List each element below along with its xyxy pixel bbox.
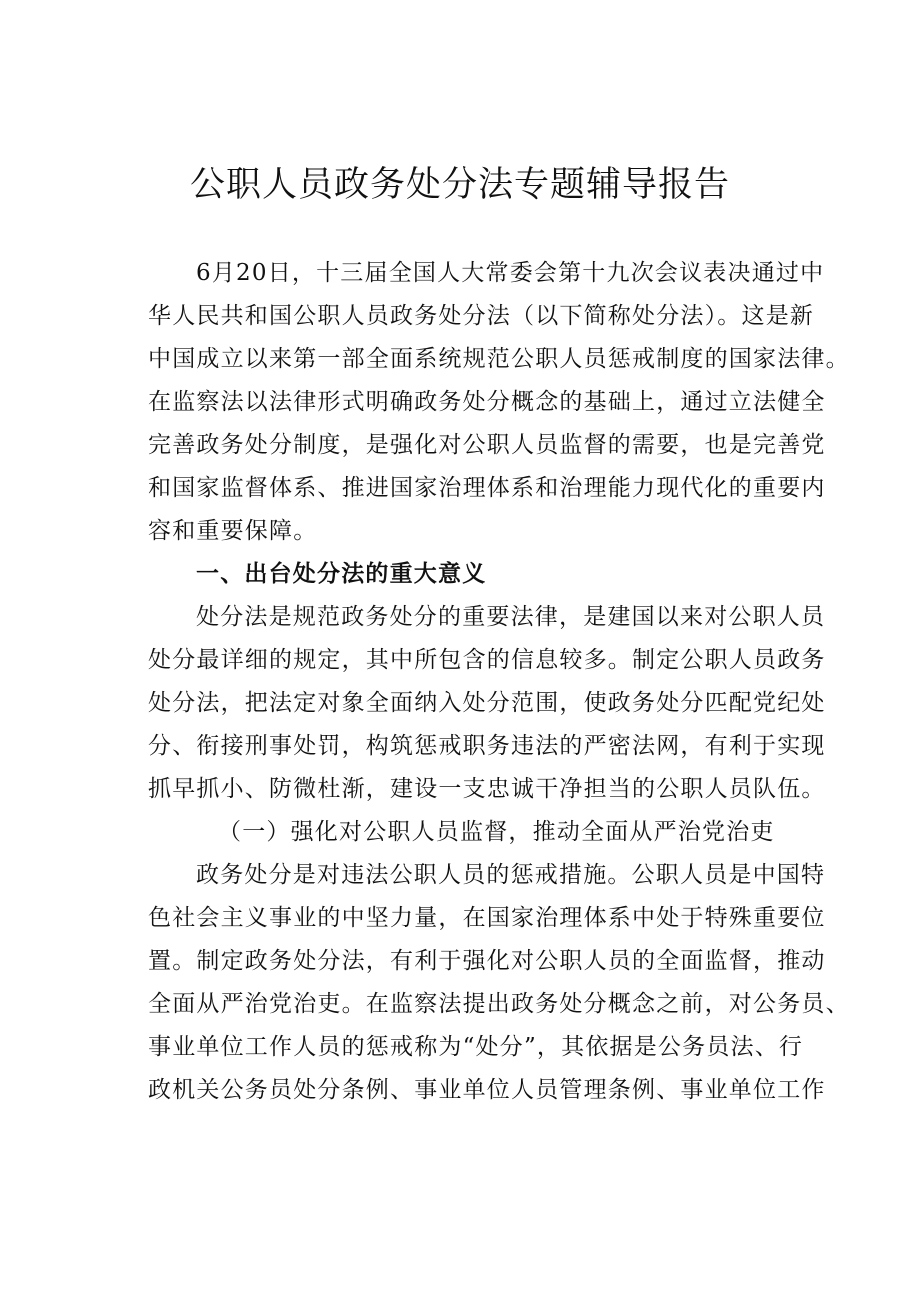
paragraph3-line-2: 色社会主义事业的中坚力量，在国家治理体系中处于特殊重要位	[148, 905, 826, 931]
section-heading-1: 一、出台处分法的重大意义	[196, 560, 487, 587]
paragraph1-line-5: 完善政务处分制度，是强化对公职人员监督的需要，也是完善党	[148, 432, 826, 458]
paragraph1-line-2: 华人民共和国公职人员政务处分法（以下简称处分法）。这是新	[148, 303, 815, 329]
paragraph2-line-1: 处分法是规范政务处分的重要法律，是建国以来对公职人员	[196, 604, 826, 630]
paragraph2-line-4: 分、衔接刑事处罚，构筑惩戒职务违法的严密法网，有利于实现	[148, 733, 826, 759]
subsection-heading-1: （一）强化对公职人员监督，推动全面从严治党治吏	[218, 819, 775, 845]
paragraph3-line-5: 事业单位工作人员的惩戒称为“处分”，其依据是公务员法、行	[148, 1034, 804, 1060]
paragraph2-line-3: 处分法，把法定对象全面纳入处分范围，使政务处分匹配党纪处	[148, 690, 826, 716]
paragraph3-line-6: 政机关公务员处分条例、事业单位人员管理条例、事业单位工作	[148, 1077, 826, 1103]
paragraph1-line-3: 中国成立以来第一部全面系统规范公职人员惩戒制度的国家法律。	[148, 346, 850, 372]
paragraph1-line-7: 容和重要保障。	[148, 518, 318, 544]
paragraph3-line-4: 全面从严治党治吏。在监察法提出政务处分概念之前，对公务员、	[148, 991, 850, 1017]
document-title: 公职人员政务处分法专题辅导报告	[189, 165, 730, 205]
paragraph1-line-4: 在监察法以法律形式明确政务处分概念的基础上，通过立法健全	[148, 389, 826, 415]
paragraph1-line-6: 和国家监督体系、推进国家治理体系和治理能力现代化的重要内	[148, 475, 826, 501]
paragraph3-line-1: 政务处分是对违法公职人员的惩戒措施。公职人员是中国特	[196, 862, 826, 888]
paragraph3-line-3: 置。制定政务处分法，有利于强化对公职人员的全面监督，推动	[148, 948, 826, 974]
paragraph1-line-1: 6月20日，十三届全国人大常委会第十九次会议表决通过中	[196, 260, 825, 286]
paragraph2-line-5: 抓早抓小、防微杜渐，建设一支忠诚干净担当的公职人员队伍。	[148, 776, 826, 802]
paragraph2-line-2: 处分最详细的规定，其中所包含的信息较多。制定公职人员政务	[148, 647, 826, 673]
